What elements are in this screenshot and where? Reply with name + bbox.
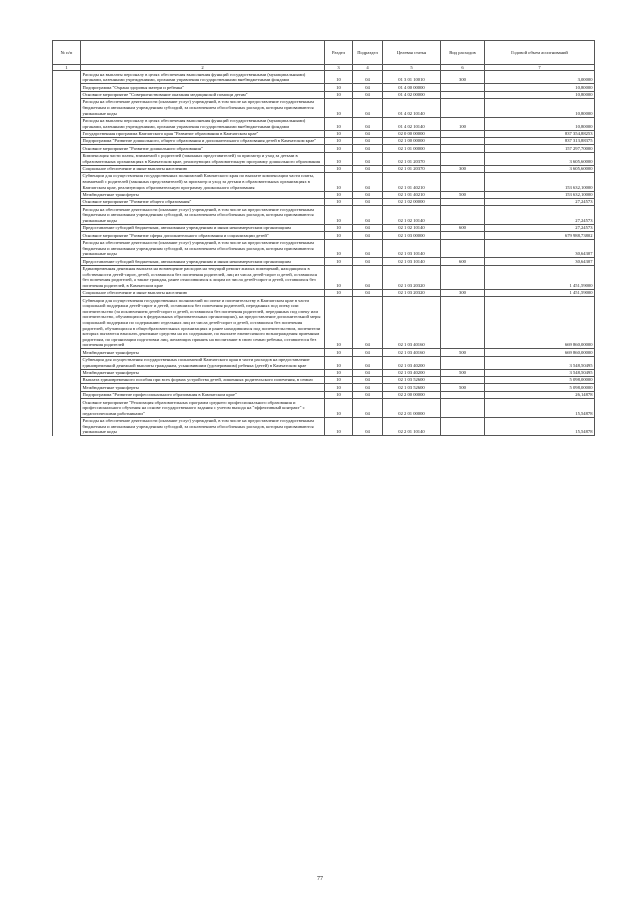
cell-razdel: 10 [325,130,353,137]
cell-razdel: 10 [325,265,353,289]
cell-name: Основное мероприятие "Совершенствование оказания медицинской помощи детям" [81,91,325,98]
cell-vid [441,84,485,91]
table-row [53,117,595,130]
table-row [53,206,595,225]
cell-vid [441,265,485,289]
table-row [53,258,595,265]
cell-name: Социальное обеспечение и иные выплаты населению [81,289,325,296]
col-number: 4 [353,64,383,71]
cell-celevaya: 02 1 01 00000 [383,145,441,152]
cell-vid: 500 [441,369,485,376]
cell-podrazdel: 04 [353,173,383,192]
cell-name: Расходы на выплаты персоналу в целях обеспечения выполнения функций государственными (муниципальными) органами, казенными учреждениями, органами управления государственными внебюджетными фондами [81,117,325,130]
cell-no [53,99,81,118]
cell-podrazdel: 04 [353,391,383,398]
cell-name: Основное мероприятие "Реализация образовательных программ среднего профессионального образования и профессионального обучения на основе государственного задания с учетом выхода на "эффективный контракт" с педагогическими работниками" [81,399,325,418]
cell-celevaya: 02 0 00 00000 [383,130,441,137]
table-row [53,99,595,118]
cell-summa: 5 098,00000 [485,384,595,391]
table-row [53,138,595,145]
cell-podrazdel: 04 [353,191,383,198]
cell-no [53,173,81,192]
cell-celevaya: 02 1 03 00000 [383,232,441,239]
col-header-razdel: Раздел [325,41,353,65]
cell-razdel: 10 [325,206,353,225]
cell-podrazdel: 04 [353,239,383,258]
cell-name: Компенсация части платы, взимаемой с родителей (законных представителей) за присмотр и уход за детьми в образовательных организациях в Камчатском крае, реализующих образовательную программу дошкольного образования [81,152,325,165]
cell-razdel: 10 [325,173,353,192]
cell-vid [441,206,485,225]
cell-no [53,130,81,137]
cell-name: Межбюджетные трансферты [81,384,325,391]
cell-summa: 15,54878 [485,417,595,436]
cell-razdel: 10 [325,417,353,436]
cell-summa: 30,64307 [485,239,595,258]
col-header-vid: Вид расходов [441,41,485,65]
cell-no [53,258,81,265]
cell-name: Социальное обеспечение и иные выплаты населению [81,165,325,172]
table-row [53,173,595,192]
cell-razdel: 10 [325,232,353,239]
cell-name: Основное мероприятие "Развитие общего образования" [81,199,325,206]
cell-celevaya: 02 1 01 20370 [383,152,441,165]
table-row [53,356,595,369]
cell-name: Межбюджетные трансферты [81,349,325,356]
cell-name: Государственная программа Камчатского края "Развитие образования в Камчатском крае" [81,130,325,137]
cell-no [53,199,81,206]
cell-podrazdel: 04 [353,138,383,145]
table-row [53,84,595,91]
cell-no [53,206,81,225]
cell-name: Субвенция для осуществления государственных полномочий Камчатского края в части расходов на предоставление единовременной денежной выплаты гражданам, усыновившим (удочерившим) ребенка (детей) в Камчатском крае [81,356,325,369]
cell-celevaya: 02 2 00 00000 [383,391,441,398]
cell-vid [441,91,485,98]
cell-summa: 27,24573 [485,206,595,225]
cell-celevaya: 01 4 02 10140 [383,117,441,130]
cell-no [53,391,81,398]
cell-podrazdel: 04 [353,377,383,384]
cell-name: Расходы на выплаты персоналу в целях обеспечения выполнения функций государственными (муниципальными) органами, казенными учреждениями, органами управления государственными внебюджетными фондами [81,71,325,84]
cell-name: Подпрограмма "Развитие профессионального образования в Камчатском крае" [81,391,325,398]
cell-podrazdel: 04 [353,289,383,296]
cell-summa: 10,80000 [485,91,595,98]
cell-no [53,369,81,376]
cell-no [53,138,81,145]
cell-podrazdel: 04 [353,417,383,436]
cell-podrazdel: 04 [353,258,383,265]
table-row [53,399,595,418]
col-number: 1 [53,64,81,71]
cell-vid: 600 [441,258,485,265]
table-header-row [53,41,595,65]
cell-name: Предоставление субсидий бюджетным, автономным учреждениям и иным некоммерческим организациям [81,224,325,231]
cell-celevaya: 02 1 03 10140 [383,258,441,265]
table-row [53,265,595,289]
cell-summa: 3 548,50495 [485,356,595,369]
table-row [53,224,595,231]
table-row [53,369,595,376]
cell-name: Расходы на обеспечение деятельности (оказание услуг) учреждений, в том числе на предоставление государственным бюджетным и автономным учреждениям субсидий, за исключением обособленных расходов, которым присваиваются уникальные коды [81,239,325,258]
cell-no [53,84,81,91]
cell-razdel: 10 [325,71,353,84]
cell-no [53,399,81,418]
cell-summa: 3 605,60000 [485,152,595,165]
cell-celevaya: 02 1 01 40210 [383,173,441,192]
cell-no [53,232,81,239]
column-numbers-row [53,64,595,71]
cell-podrazdel: 04 [353,71,383,84]
cell-celevaya: 02 2 01 10140 [383,417,441,436]
cell-name: Расходы на обеспечение деятельности (оказание услуг) учреждений, в том числе на предоставление государственным бюджетным и автономным учреждениям субсидий, за исключением обособленных расходов, которым присваиваются уникальные коды [81,417,325,436]
table-row [53,391,595,398]
cell-razdel: 10 [325,399,353,418]
cell-summa: 669 860,00000 [485,349,595,356]
cell-name: Предоставление субсидий бюджетным, автономным учреждениям и иным некоммерческим организациям [81,258,325,265]
cell-summa: 15,54878 [485,399,595,418]
cell-name: Выплата единовременного пособия при всех формах устройства детей, лишенных родительского попечения, в семью [81,377,325,384]
cell-no [53,224,81,231]
col-number: 2 [81,64,325,71]
cell-razdel: 10 [325,297,353,349]
cell-razdel: 10 [325,369,353,376]
cell-celevaya: 02 1 02 00000 [383,199,441,206]
cell-vid [441,199,485,206]
cell-summa: 837 313,88375 [485,138,595,145]
cell-celevaya: 02 1 00 00000 [383,138,441,145]
cell-razdel: 10 [325,191,353,198]
table-body [53,71,595,436]
cell-celevaya: 02 1 03 40160 [383,349,441,356]
cell-no [53,117,81,130]
cell-vid [441,356,485,369]
cell-celevaya: 01 3 01 10010 [383,71,441,84]
cell-podrazdel: 04 [353,232,383,239]
cell-vid [441,130,485,137]
cell-vid [441,152,485,165]
page-number: 77 [317,876,323,882]
cell-celevaya: 02 1 01 20370 [383,165,441,172]
cell-no [53,191,81,198]
cell-name: Подпрограмма "Развитие дошкольного, общего образования и дополнительного образования детей в Камчатском крае" [81,138,325,145]
cell-no [53,145,81,152]
cell-celevaya: 01 4 02 10140 [383,99,441,118]
table-row [53,152,595,165]
cell-summa: 157 297,70000 [485,145,595,152]
cell-vid: 100 [441,117,485,130]
cell-name: Субвенции для осуществления государственных полномочий Камчатского края по выплате компенсации части платы, взимаемой с родителей (законных представителей) за присмотр и уход за детьми в образовательных организациях в Камчатском крае, реализующих образовательную программу дошкольного образования [81,173,325,192]
table-row [53,384,595,391]
cell-no [53,91,81,98]
table-row [53,417,595,436]
table-row [53,91,595,98]
col-number: 6 [441,64,485,71]
col-header-summa: Годовой объем ассигнований [485,41,595,65]
cell-podrazdel: 04 [353,165,383,172]
cell-celevaya: 02 1 03 40200 [383,356,441,369]
cell-vid: 300 [441,71,485,84]
cell-no [53,152,81,165]
cell-razdel: 10 [325,224,353,231]
cell-summa: 837 354,88253 [485,130,595,137]
table-row [53,349,595,356]
cell-razdel: 10 [325,84,353,91]
col-number: 3 [325,64,353,71]
cell-no [53,349,81,356]
cell-no [53,289,81,296]
cell-razdel: 10 [325,91,353,98]
cell-razdel: 10 [325,384,353,391]
cell-summa: 10,80000 [485,84,595,91]
cell-razdel: 10 [325,377,353,384]
cell-name: Межбюджетные трансферты [81,369,325,376]
cell-razdel: 10 [325,199,353,206]
table-row [53,145,595,152]
cell-podrazdel: 04 [353,356,383,369]
cell-celevaya: 02 1 03 52600 [383,377,441,384]
cell-name: Основное мероприятие "Развитие дошкольного образования" [81,145,325,152]
cell-vid [441,99,485,118]
cell-razdel: 10 [325,349,353,356]
cell-celevaya: 02 2 01 00000 [383,399,441,418]
cell-celevaya: 02 1 01 40210 [383,191,441,198]
cell-vid: 300 [441,165,485,172]
cell-vid [441,391,485,398]
cell-podrazdel: 04 [353,399,383,418]
cell-no [53,377,81,384]
cell-razdel: 10 [325,258,353,265]
col-header-celevaya: Целевая статья [383,41,441,65]
cell-summa: 153 632,10000 [485,191,595,198]
cell-podrazdel: 04 [353,206,383,225]
cell-summa: 27,24573 [485,199,595,206]
cell-vid: 300 [441,289,485,296]
cell-razdel: 10 [325,138,353,145]
cell-celevaya: 02 1 03 20320 [383,289,441,296]
cell-summa: 5 098,00000 [485,377,595,384]
cell-name: Расходы на обеспечение деятельности (оказание услуг) учреждений, в том числе на предоставление государственным бюджетным и автономным учреждениям субсидий, за исключением обособленных расходов, которым присваиваются уникальные коды [81,99,325,118]
cell-summa: 3,00000 [485,71,595,84]
cell-razdel: 10 [325,356,353,369]
cell-vid [441,377,485,384]
budget-table [52,40,595,436]
col-header-name [81,41,325,65]
cell-summa: 27,24573 [485,224,595,231]
cell-podrazdel: 04 [353,130,383,137]
cell-vid [441,173,485,192]
table-row [53,191,595,198]
cell-summa: 10,80000 [485,117,595,130]
cell-vid [441,232,485,239]
cell-celevaya: 02 1 02 10140 [383,224,441,231]
cell-vid [441,297,485,349]
cell-no [53,165,81,172]
table-row [53,297,595,349]
cell-summa: 1 451,59000 [485,265,595,289]
cell-vid [441,399,485,418]
cell-podrazdel: 04 [353,297,383,349]
document-page [52,40,594,436]
table-row [53,165,595,172]
cell-podrazdel: 04 [353,265,383,289]
cell-no [53,297,81,349]
cell-no [53,265,81,289]
cell-summa: 1 451,59000 [485,289,595,296]
table-row [53,289,595,296]
cell-summa: 3 548,50495 [485,369,595,376]
cell-name: Подпрограмма "Охрана здоровья матери и ребенка" [81,84,325,91]
cell-no [53,384,81,391]
cell-razdel: 10 [325,289,353,296]
cell-celevaya: 02 1 03 40160 [383,297,441,349]
cell-podrazdel: 04 [353,84,383,91]
cell-celevaya: 02 1 03 52600 [383,384,441,391]
table-row [53,71,595,84]
cell-podrazdel: 04 [353,145,383,152]
cell-podrazdel: 04 [353,152,383,165]
cell-summa: 10,80000 [485,99,595,118]
cell-podrazdel: 04 [353,117,383,130]
cell-no [53,356,81,369]
cell-razdel: 10 [325,152,353,165]
cell-summa: 3 605,60000 [485,165,595,172]
cell-podrazdel: 04 [353,99,383,118]
table-row [53,130,595,137]
cell-podrazdel: 04 [353,384,383,391]
col-number: 7 [485,64,595,71]
cell-summa: 153 632,10000 [485,173,595,192]
table-row [53,239,595,258]
cell-vid [441,417,485,436]
cell-summa: 30,64307 [485,258,595,265]
cell-celevaya: 02 1 03 20320 [383,265,441,289]
cell-no [53,71,81,84]
cell-no [53,417,81,436]
cell-vid [441,145,485,152]
cell-vid: 500 [441,349,485,356]
cell-podrazdel: 04 [353,91,383,98]
cell-vid [441,138,485,145]
cell-podrazdel: 04 [353,199,383,206]
cell-podrazdel: 04 [353,224,383,231]
cell-celevaya: 02 1 02 10140 [383,206,441,225]
cell-name: Субвенции для осуществления государственных полномочий по опеке и попечительству в Камчатском крае в части социальной поддержки детей-сирот и детей, оставшихся без попечения родителей, переданных под опеку или попечительство (за исключением детей-сирот и детей, оставшихся без попечения родителей, переданных под опеку или попечительство, обучающихся в федеральных образовательных организациях), на предоставление дополнительной меры социальной поддержки по содержанию отдельных лиц из числа детей-сирот и детей, оставшихся без попечения родителей, обучающихся в общеобразовательных организациях и ранее находившихся под попечительством, попечители которых пытаются взыскать денежные средства на их содержание, по выплате ежемесячного вознаграждения приемным родителям, по организации подготовки лиц, желающих принять на воспитание в свою семью ребенка, оставшегося без попечения родителей [81,297,325,349]
cell-celevaya: 01 4 00 00000 [383,84,441,91]
col-header-no: № п/п [53,41,81,65]
cell-vid: 500 [441,191,485,198]
cell-vid: 500 [441,384,485,391]
cell-razdel: 10 [325,99,353,118]
cell-celevaya: 01 4 02 00000 [383,91,441,98]
col-number: 5 [383,64,441,71]
cell-name: Межбюджетные трансферты [81,191,325,198]
cell-name: Расходы на обеспечение деятельности (оказание услуг) учреждений, в том числе на предоставление государственным бюджетным и автономным учреждениям субсидий, за исключением обособленных расходов, которым присваиваются уникальные коды [81,206,325,225]
cell-summa: 669 860,00000 [485,297,595,349]
cell-podrazdel: 04 [353,369,383,376]
col-header-podrazdel: Подраздел [353,41,383,65]
cell-vid: 600 [441,224,485,231]
cell-razdel: 10 [325,117,353,130]
cell-celevaya: 02 1 03 40200 [383,369,441,376]
cell-name: Единовременная денежная выплата на возмещение расходов на текущий ремонт жилых помещений, находящихся в собственности детей-сирот, детей, оставшихся без попечения родителей, лиц из числа детей-сирот и детей, оставшихся без попечения родителей, а также граждан, ранее относившихся к лицам из числа детей-сирот и детей, оставшихся без попечения родителей, в Камчатском крае [81,265,325,289]
cell-vid [441,239,485,258]
cell-podrazdel: 04 [353,349,383,356]
cell-razdel: 10 [325,145,353,152]
cell-name: Основное мероприятие "Развитие сферы дополнительного образования и социализации детей" [81,232,325,239]
table-row [53,232,595,239]
cell-razdel: 10 [325,239,353,258]
table-row [53,199,595,206]
cell-razdel: 10 [325,391,353,398]
cell-razdel: 10 [325,165,353,172]
cell-celevaya: 02 1 03 10140 [383,239,441,258]
cell-summa: 679 988,73802 [485,232,595,239]
table-row [53,377,595,384]
cell-summa: 26,14878 [485,391,595,398]
cell-no [53,239,81,258]
